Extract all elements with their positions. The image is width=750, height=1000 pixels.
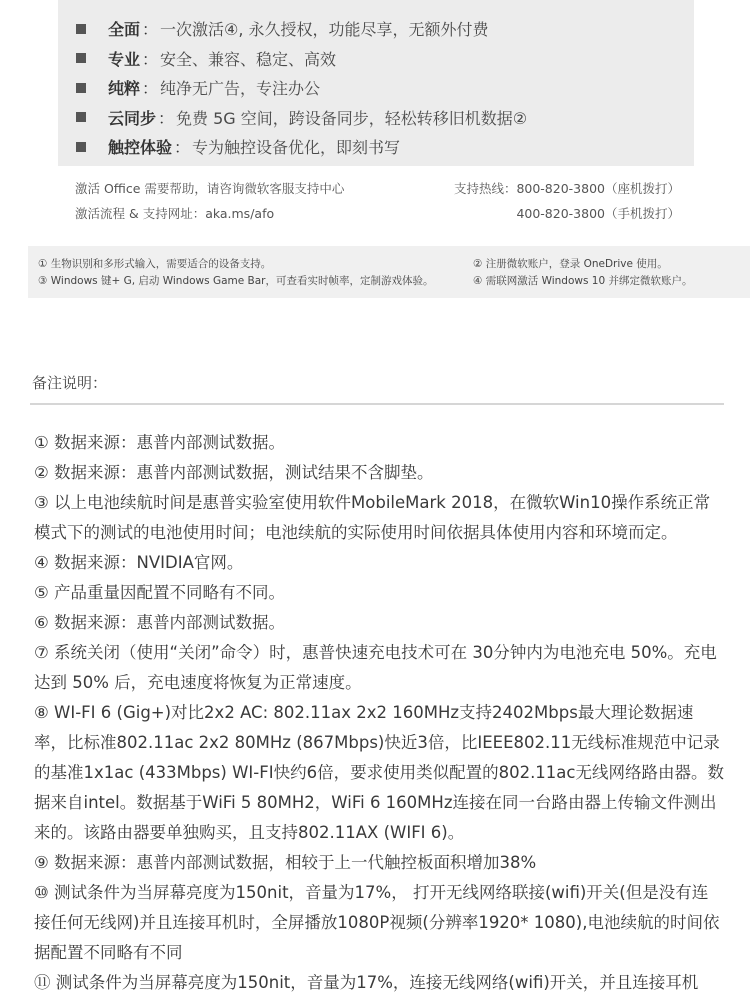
- feature-row: [76, 73, 694, 103]
- note-item: ⑤ 产品重量因配置不同略有不同。: [34, 583, 286, 602]
- note-item: ① 数据来源：惠普内部测试数据。: [34, 433, 286, 452]
- feature-name: 纯粹: [108, 79, 141, 99]
- square-bullet-icon: [76, 53, 86, 63]
- footnote-row: [38, 273, 750, 290]
- notes-title: 备注说明：: [32, 374, 108, 392]
- feature-name: 专业: [108, 49, 141, 69]
- support-mobile-hotline: 400-820-3800（手机拨打）: [516, 206, 680, 221]
- footnote-1: ① 生物识别和多形式输入，需要适合的设备支持。: [38, 258, 272, 270]
- feature-row: [76, 14, 694, 44]
- divider: [30, 403, 724, 405]
- feature-row: [76, 103, 694, 133]
- note-item: ⑥ 数据来源：惠普内部测试数据。: [34, 613, 286, 632]
- feature-desc: 专为触控设备优化，即刻书写: [192, 138, 401, 158]
- footnotes-panel: [28, 246, 750, 298]
- note-item: ③ 以上电池续航时间是惠普实验室使用软件MobileMark 2018，在微软Win10操作系统正常模式下的测试的电池使用时间；电池续航的实际使用时间依据具体使用内容和环境而定。: [34, 493, 711, 542]
- square-bullet-icon: [76, 83, 86, 93]
- footnote-2: ② 注册微软账户，登录 OneDrive 使用。: [473, 258, 668, 270]
- footnote-3: ③ Windows 键+ G, 启动 Windows Game Bar，可查看实时帧率，定制游戏体验。: [38, 275, 434, 287]
- footnote-4: ④ 需联网激活 Windows 10 并绑定微软账户。: [473, 275, 693, 287]
- support-info: [75, 176, 680, 226]
- feature-row: [76, 44, 694, 74]
- note-item: ④ 数据来源：NVIDIA官网。: [34, 553, 244, 572]
- feature-separator: ：: [142, 20, 159, 40]
- support-row: [75, 176, 680, 201]
- square-bullet-icon: [76, 112, 86, 122]
- feature-name: 触控体验: [108, 138, 173, 158]
- note-item: ⑪ 测试条件为当屏幕亮度为150nit，音量为17%，连接无线网络(wifi)开关，并且连接耳机: [34, 973, 699, 992]
- note-item: ⑦ 系统关闭（使用“关闭”命令）时，惠普快速充电技术可在 30分钟内为电池充电 50%。充电达到 50% 后，充电速度将恢复为正常速度。: [34, 643, 717, 692]
- feature-separator: ：: [174, 138, 191, 158]
- feature-name: 全面: [108, 20, 141, 40]
- support-flow-link: 激活流程 & 支持网址：aka.ms/afo: [75, 206, 275, 221]
- square-bullet-icon: [76, 142, 86, 152]
- feature-desc: 一次激活④, 永久授权，功能尽享，无额外付费: [160, 20, 489, 40]
- feature-desc: 纯净无广告，专注办公: [160, 79, 321, 99]
- feature-separator: ：: [142, 79, 159, 99]
- feature-separator: ：: [142, 49, 159, 69]
- support-row: [75, 201, 680, 226]
- feature-desc: 安全、兼容、稳定、高效: [160, 49, 337, 69]
- feature-row: [76, 132, 694, 162]
- support-hotline: 支持热线：800-820-3800（座机拨打）: [453, 181, 680, 196]
- feature-name: 云同步: [108, 108, 157, 128]
- support-help-text: 激活 Office 需要帮助，请咨询微软客服支持中心: [75, 181, 345, 196]
- feature-desc: 免费 5G 空间，跨设备同步，轻松转移旧机数据②: [176, 108, 528, 128]
- footnote-row: [38, 256, 750, 273]
- note-item: ⑨ 数据来源：惠普内部测试数据，相较于上一代触控板面积增加38%: [34, 853, 537, 872]
- square-bullet-icon: [76, 24, 86, 34]
- note-item: ⑩ 测试条件为当屏幕亮度为150nit，音量为17%， 打开无线网络联接(wifi)开关(但是没有连接任何无线网)并且连接耳机时，全屏播放1080P视频(分辨率1920* 1080),电池续航的时间依据配置不同略有不同: [34, 883, 720, 962]
- feature-separator: ：: [158, 108, 175, 128]
- note-item: ⑧ WI-FI 6 (Gig+)对比2x2 AC: 802.11ax 2x2 160MHz支持2402Mbps最大理论数据速率，比标准802.11ac 2x2 80MHz (867Mbps)快近3倍，比IEEE802.11无线标准规范中记录的基准1x1ac (433Mbps) WI-FI快约6倍，要求使用类似配置的802.11ac无线网络路由器。数据来自intel。数据基于WiFi 5 80MH2，WiFi 6 160MHz连接在同一台路由器上传输文件测出来的。该路由器要单独购买，且支持802.11AX (WIFI 6)。: [34, 703, 724, 842]
- note-item: ② 数据来源：惠普内部测试数据，测试结果不含脚垫。: [34, 463, 434, 482]
- notes-list: [34, 428, 724, 998]
- office-features-panel: [58, 0, 694, 166]
